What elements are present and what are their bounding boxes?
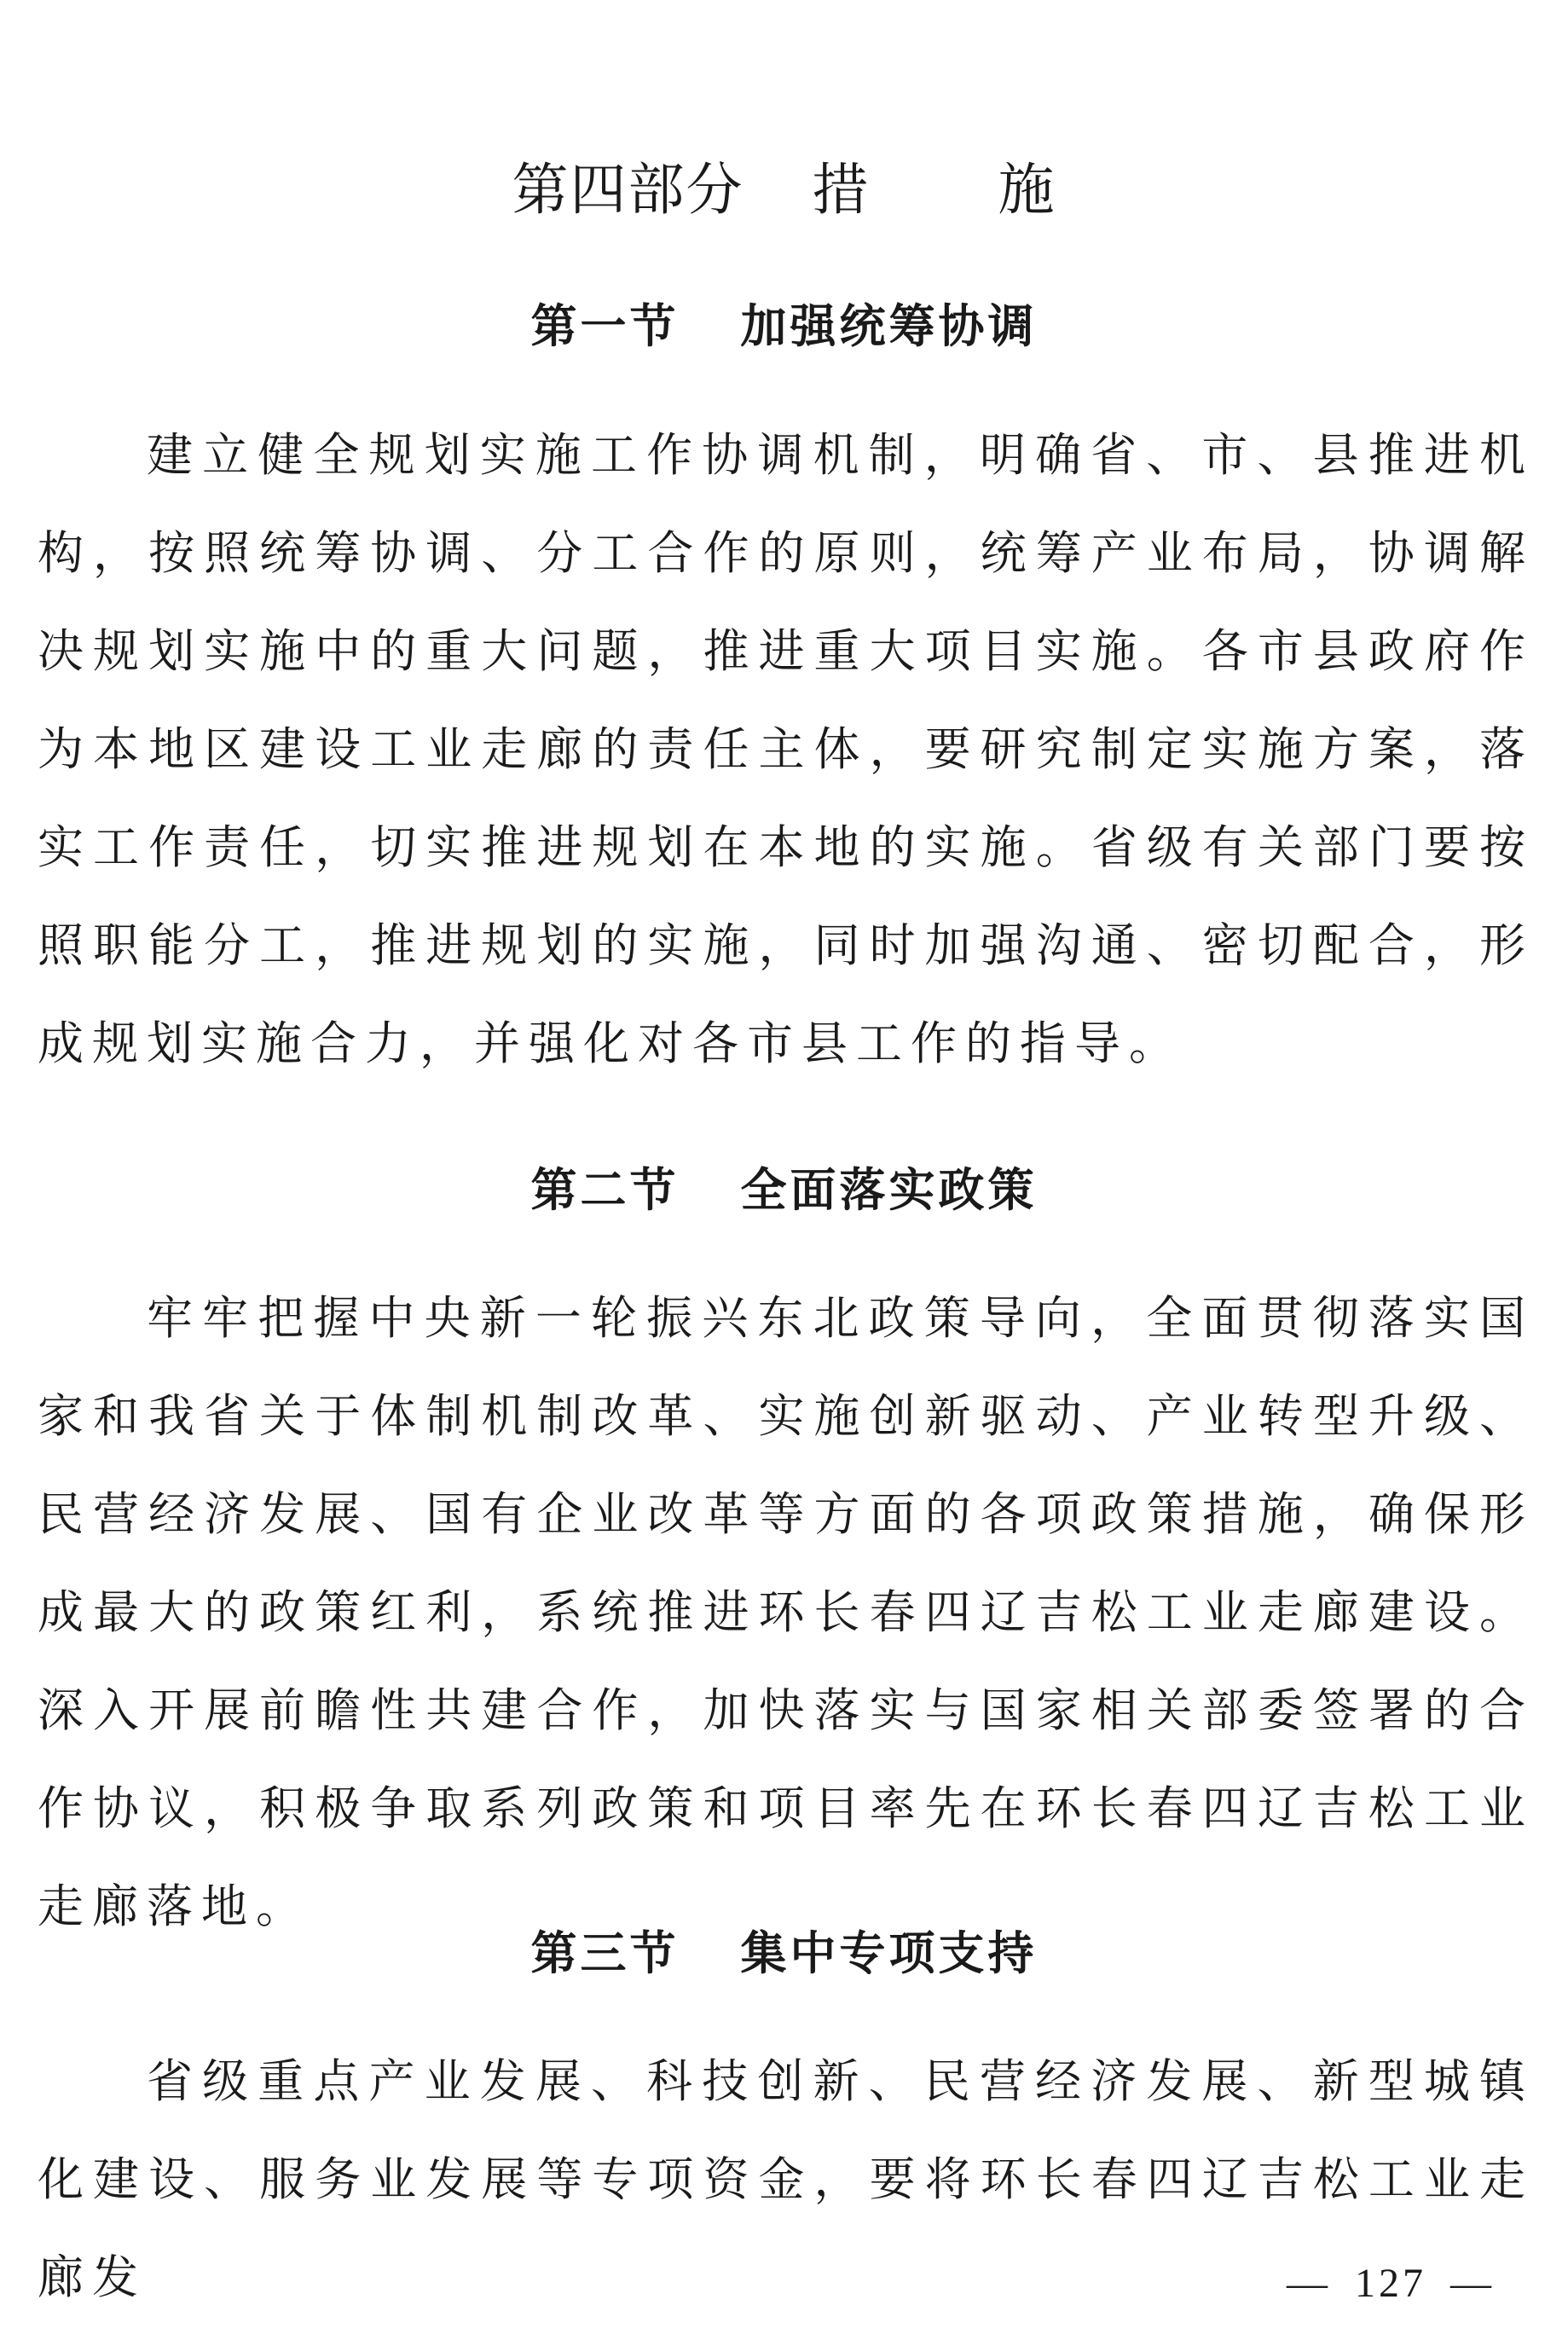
page-number: 127	[1355, 2261, 1426, 2306]
section-3-title: 集中专项支持	[740, 1926, 1038, 1980]
part-title	[0, 149, 1568, 231]
section-2-number: 第二节	[530, 1162, 680, 1217]
footer-dash-left: —	[1287, 2261, 1331, 2306]
section-1-heading	[0, 292, 1568, 360]
page-footer	[1263, 2258, 1519, 2309]
section-3-heading	[0, 1919, 1568, 1987]
part-title-char-1: 措	[812, 157, 871, 223]
section-2-heading	[0, 1156, 1568, 1224]
section-1-body: 建立健全规划实施工作协调机制，明确省、市、县推进机构，按照统筹协调、分工合作的原则，统筹产业布局，协调解决规划实施中的重大问题，推进重大项目实施。各市县政府作为本地区建设工业走廊的责任主体，要研究制定实施方案，落实工作责任，切实推进规划在本地的实施。省级有关部门要按照职能分工，推进规划的实施，同时加强沟通、密切配合，形成规划实施合力，并强化对各市县工作的指导。	[38, 428, 1534, 1070]
section-3-number: 第三节	[530, 1926, 680, 1980]
section-2-body: 牢牢把握中央新一轮振兴东北政策导向，全面贯彻落实国家和我省关于体制机制改革、实施创新驱动、产业转型升级、民营经济发展、国有企业改革等方面的各项政策措施，确保形成最大的政策红利，系统推进环长春四辽吉松工业走廊建设。深入开展前瞻性共建合作，加快落实与国家相关部委签署的合作协议，积极争取系列政策和项目率先在环长春四辽吉松工业走廊落地。	[38, 1291, 1534, 1933]
footer-dash-right: —	[1450, 2261, 1495, 2306]
section-1-title: 加强统筹协调	[740, 298, 1038, 353]
part-title-char-2: 施	[998, 157, 1056, 223]
section-3-body: 省级重点产业发展、科技创新、民营经济发展、新型城镇化建设、服务业发展等专项资金，要将环长春四辽吉松工业走廊发	[38, 2054, 1534, 2304]
section-2-title: 全面落实政策	[740, 1162, 1038, 1217]
section-1-number: 第一节	[530, 298, 680, 353]
part-prefix: 第四部分	[512, 157, 744, 223]
